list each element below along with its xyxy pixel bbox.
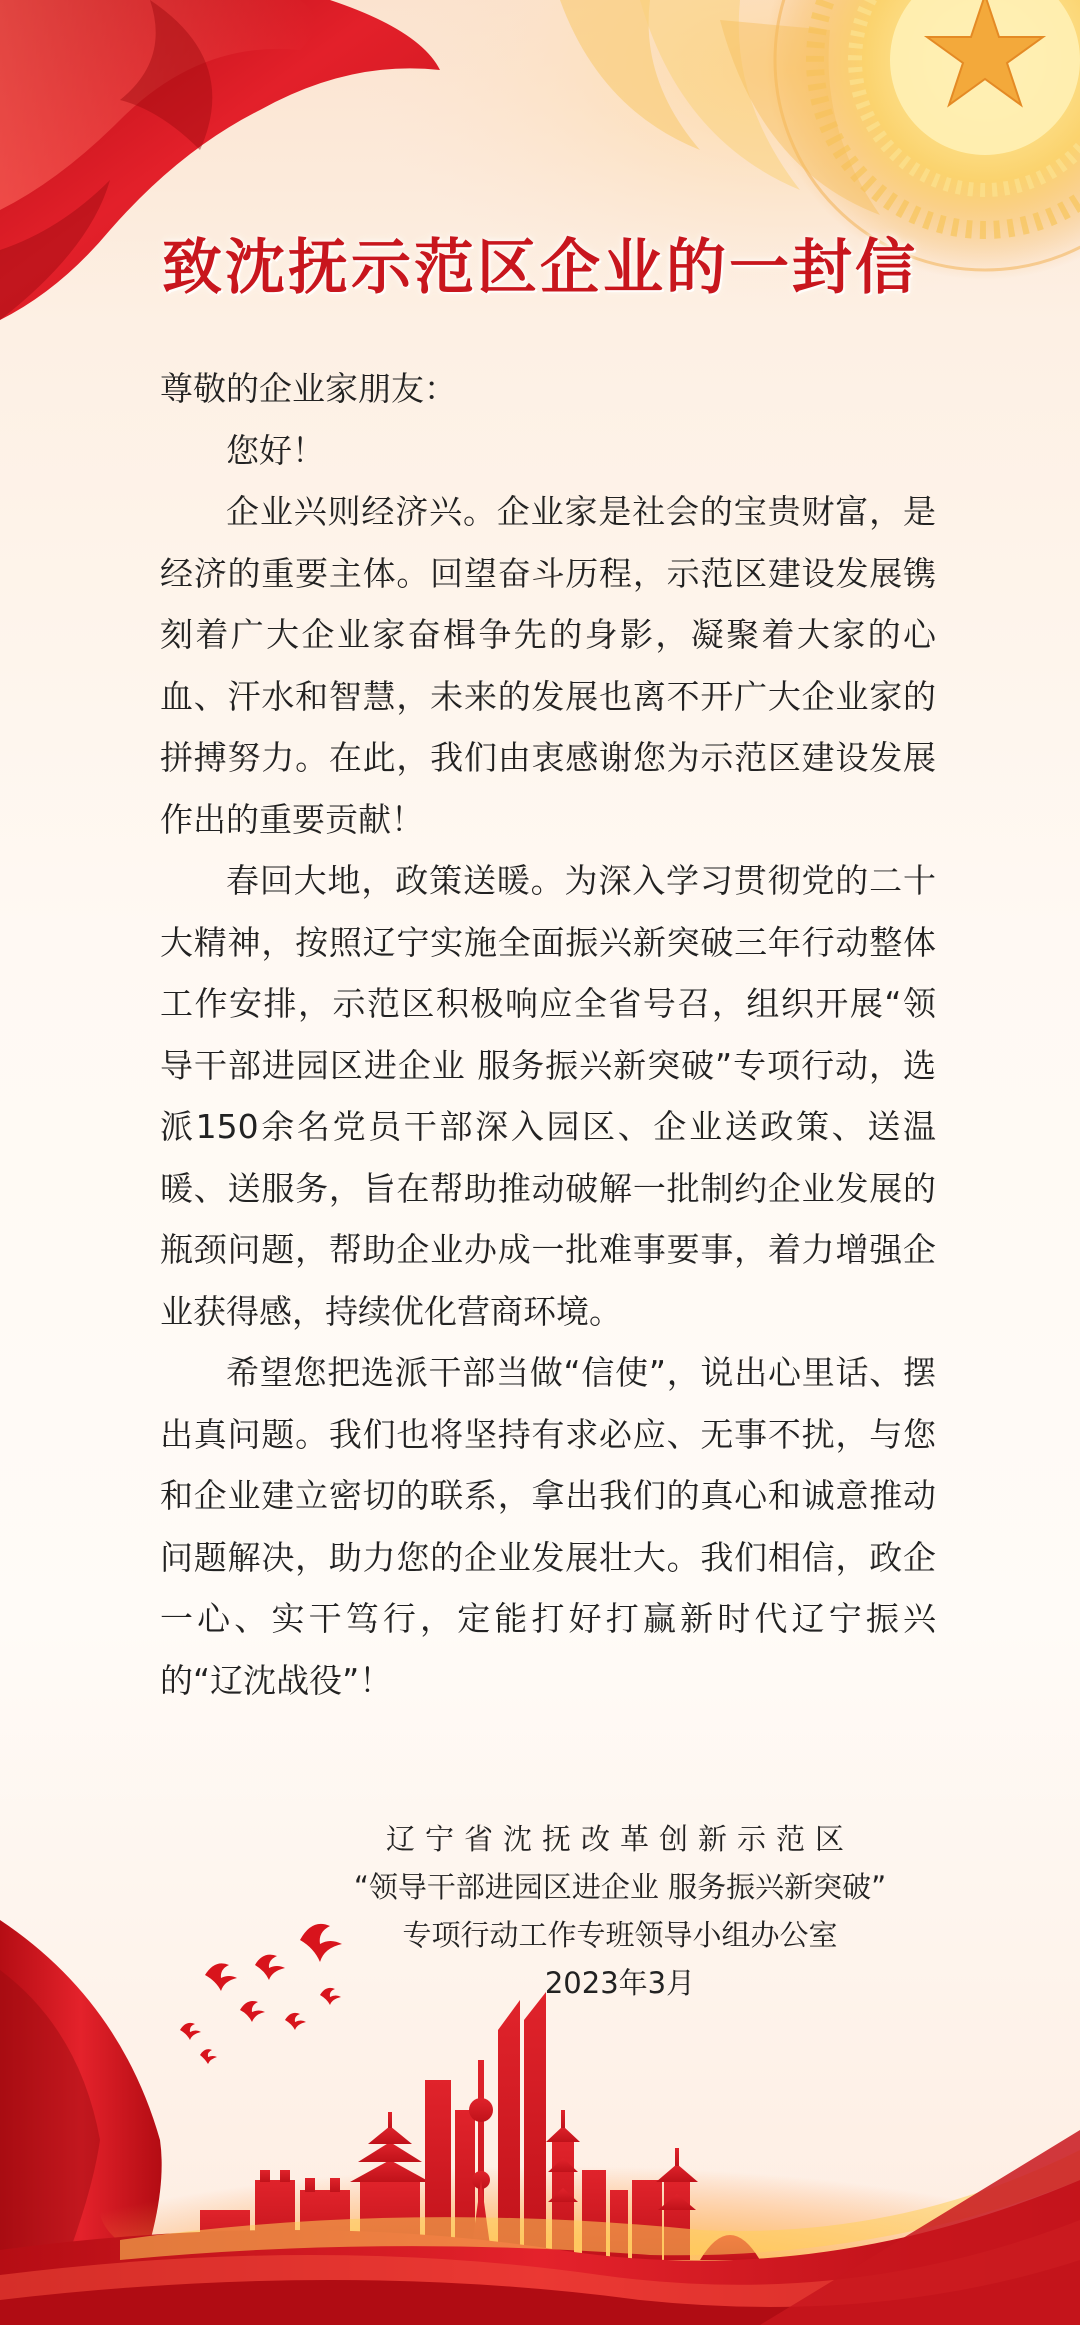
letter-paragraph: 希望您把选派干部当做“信使”，说出心里话、摆出真问题。我们也将坚持有求必应、无事不扰，与您和企业建立密切的联系，拿出我们的真心和诚意推动问题解决，助力您的企业发展壮大。我们相信，政企一心、实干笃行，定能打好打赢新时代辽宁振兴的“辽沈战役”！ <box>160 1353 936 1700</box>
letter-body <box>160 358 936 1711</box>
letter-title: 致沈抚示范区企业的一封信 <box>162 233 918 303</box>
signature-campaign: “领导干部进园区进企业 服务振兴新突破” <box>353 1870 887 1904</box>
letter-salutation: 尊敬的企业家朋友： <box>160 369 457 408</box>
letter-paragraph: 春回大地，政策送暖。为深入学习贯彻党的二十大精神，按照辽宁实施全面振兴新突破三年行动整体工作安排，示范区积极响应全省号召，组织开展“领导干部进园区进企业 服务振兴新突破”专项行动，选派150余名党员干部深入园区、企业送政策、送温暖、送服务，旨在帮助推动破解一批制约企业发展的瓶颈问题，帮助企业办成一批难事要事，着力增强企业获得感，持续优化营商环境。 <box>160 861 936 1331</box>
signature-organization: 辽宁省沈抚改革创新示范区 <box>385 1822 854 1856</box>
signature-office: 专项行动工作专班领导小组办公室 <box>402 1918 838 1952</box>
letter-signature <box>300 1815 940 2007</box>
letter-paragraph: 企业兴则经济兴。企业家是社会的宝贵财富，是经济的重要主体。回望奋斗历程，示范区建设发展镌刻着广大企业家奋楫争先的身影，凝聚着大家的心血、汗水和智慧，未来的发展也离不开广大企业家的拼搏努力。在此，我们由衷感谢您为示范区建设发展作出的重要贡献！ <box>160 492 936 839</box>
signature-date: 2023年3月 <box>544 1966 696 2000</box>
letter-greeting: 您好！ <box>226 430 325 470</box>
